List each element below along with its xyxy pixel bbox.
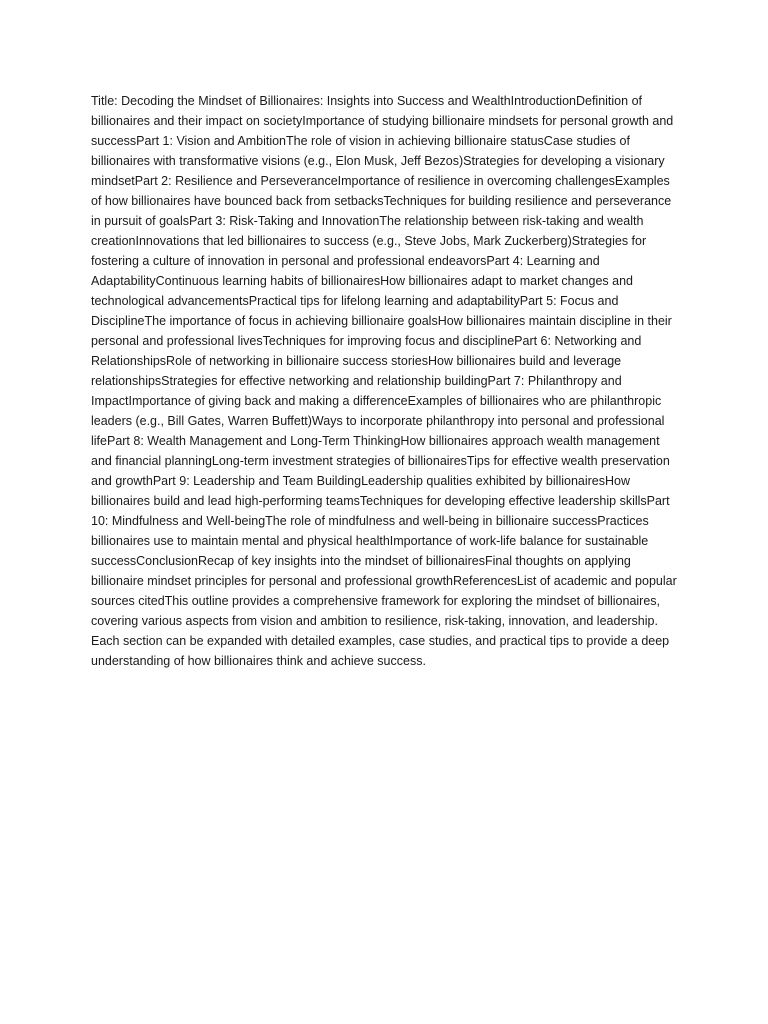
body-paragraph: Title: Decoding the Mindset of Billionaires: Insights into Success and WealthIntroductionDefinition of billionaires and their impact on societyImportance of studying billionaire mindsets for personal growth and successPart 1: Vision and AmbitionThe role of vision in achieving billionaire statusCase studies of billionaires with transformative visions (e.g., Elon Musk, Jeff Bezos)Strategies for developing a visionary mindsetPart 2: Resilience and PerseveranceImportance of resilience in overcoming challengesExamples of how billionaires have bounced back from setbacksTechniques for building resilience and perseverance in pursuit of goalsPart 3: Risk-Taking and InnovationThe relationship between risk-taking and wealth creationInnovations that led billionaires to success (e.g., Steve Jobs, Mark Zuckerberg)Strategies for fostering a culture of innovation in personal and professional endeavorsPart 4: Learning and AdaptabilityContinuous learning habits of billionairesHow billionaires adapt to market changes and technological advancementsPractical tips for lifelong learning and adaptabilityPart 5: Focus and DisciplineThe importance of focus in achieving billionaire goalsHow billionaires maintain discipline in their personal and professional livesTechniques for improving focus and disciplinePart 6: Networking and RelationshipsRole of networking in billionaire success storiesHow billionaires build and leverage relationshipsStrategies for effective networking and relationship buildingPart 7: Philanthropy and ImpactImportance of giving back and making a differenceExamples of billionaires who are philanthropic leaders (e.g., Bill Gates, Warren Buffett)Ways to incorporate philanthropy into personal and professional lifePart 8: Wealth Management and Long-Term ThinkingHow billionaires approach wealth management and financial planningLong-term investment strategies of billionairesTips for effective wealth preservation and growthPart 9: Leadership and Team BuildingLeadership qualities exhibited by billionairesHow billionaires build and lead high-performing teamsTechniques for developing effective leadership skillsPart 10: Mindfulness and Well-beingThe role of mindfulness and well-being in billionaire successPractices billionaires use to maintain mental and physical healthImportance of work-life balance for sustainable successConclusionRecap of key insights into the mindset of billionairesFinal thoughts on applying billionaire mindset principles for personal and professional growthReferencesList of academic and popular sources citedThis outline provides a comprehensive framework for exploring the mindset of billionaires, covering various aspects from vision and ambition to resilience, risk-taking, innovation, and leadership. Each section can be expanded with detailed examples, case studies, and practical tips to provide a deep understanding of how billionaires think and achieve success. — [91, 94, 677, 668]
document-body — [91, 91, 681, 671]
